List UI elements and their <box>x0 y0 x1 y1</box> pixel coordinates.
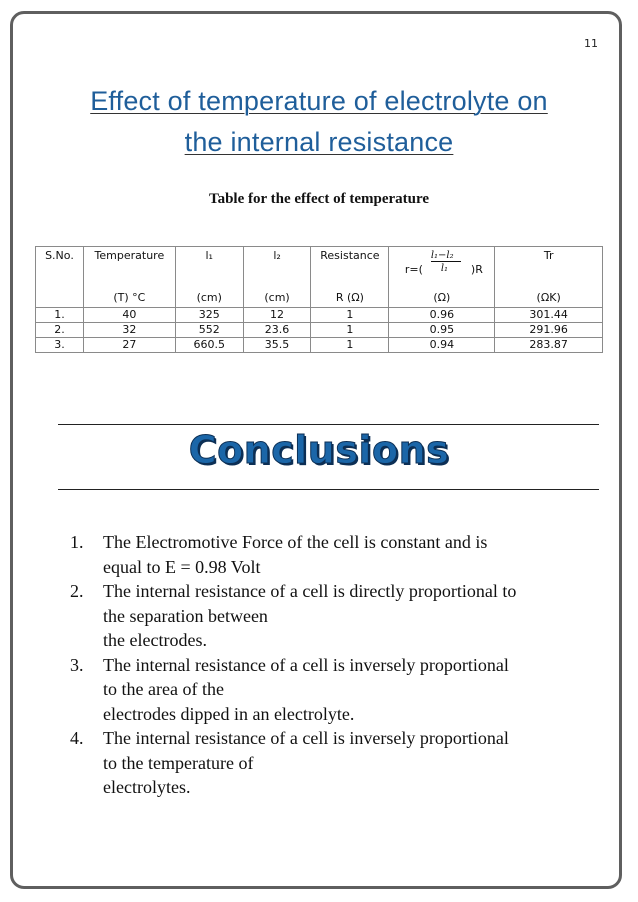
header-cell-temperature: Temperature (T) °C <box>83 247 175 308</box>
page-title-line-2: the internal resistance <box>184 127 454 157</box>
header-cell-l1: l₁ (cm) <box>175 247 243 308</box>
header-cell-tr: Tr (ΩK) <box>495 247 603 308</box>
list-item: 2. The internal resistance of a cell is directly proportional to the separation between the electrodes. <box>70 581 517 650</box>
page-number: 11 <box>584 37 598 50</box>
cell: 32 <box>83 323 175 338</box>
divider-top <box>58 424 599 425</box>
temperature-table <box>35 246 603 353</box>
table-row <box>36 323 603 338</box>
table-row <box>36 308 603 323</box>
list-item: 1. The Electromotive Force of the cell is constant and is equal to E = 0.98 Volt <box>70 532 488 577</box>
conclusions-list <box>70 530 610 800</box>
cell: 1 <box>311 323 389 338</box>
cell: 0.94 <box>389 338 495 353</box>
cell: 0.96 <box>389 308 495 323</box>
cell: 40 <box>83 308 175 323</box>
cell: 27 <box>83 338 175 353</box>
header-cell-resistance: Resistance R (Ω) <box>311 247 389 308</box>
cell: 2. <box>36 323 84 338</box>
cell: 1 <box>311 338 389 353</box>
formula-denominator: l₁ <box>440 263 449 274</box>
header-cell-internal-resistance-formula: r=( l₁−l₂ l₁ )R (Ω) <box>389 247 495 308</box>
cell: 291.96 <box>495 323 603 338</box>
divider-bottom <box>58 489 599 490</box>
cell: 1. <box>36 308 84 323</box>
header-cell-l2: l₂ (cm) <box>243 247 311 308</box>
cell: 35.5 <box>243 338 311 353</box>
cell: 325 <box>175 308 243 323</box>
list-item: 4. The internal resistance of a cell is inversely proportional to the temperature of electrolytes. <box>70 728 509 797</box>
list-item: 3. The internal resistance of a cell is inversely proportional to the area of the electrodes dipped in an electrolyte. <box>70 654 509 724</box>
table-caption: Table for the effect of temperature <box>208 191 430 207</box>
cell: 552 <box>175 323 243 338</box>
cell: 660.5 <box>175 338 243 353</box>
formula: r=( l₁−l₂ l₁ )R <box>404 250 483 276</box>
cell: 12 <box>243 308 311 323</box>
table-row <box>36 338 603 353</box>
formula-numerator: l₁−l₂ <box>430 250 454 261</box>
cell: 0.95 <box>389 323 495 338</box>
table-header-row <box>36 247 603 308</box>
cell: 23.6 <box>243 323 311 338</box>
cell: 3. <box>36 338 84 353</box>
header-cell-sno: S.No. <box>36 247 84 308</box>
cell: 1 <box>311 308 389 323</box>
page-title-line-1: Effect of temperature of electrolyte on <box>90 86 548 116</box>
cell: 301.44 <box>495 308 603 323</box>
cell: 283.87 <box>495 338 603 353</box>
conclusions-heading: Conclusions <box>188 428 450 472</box>
